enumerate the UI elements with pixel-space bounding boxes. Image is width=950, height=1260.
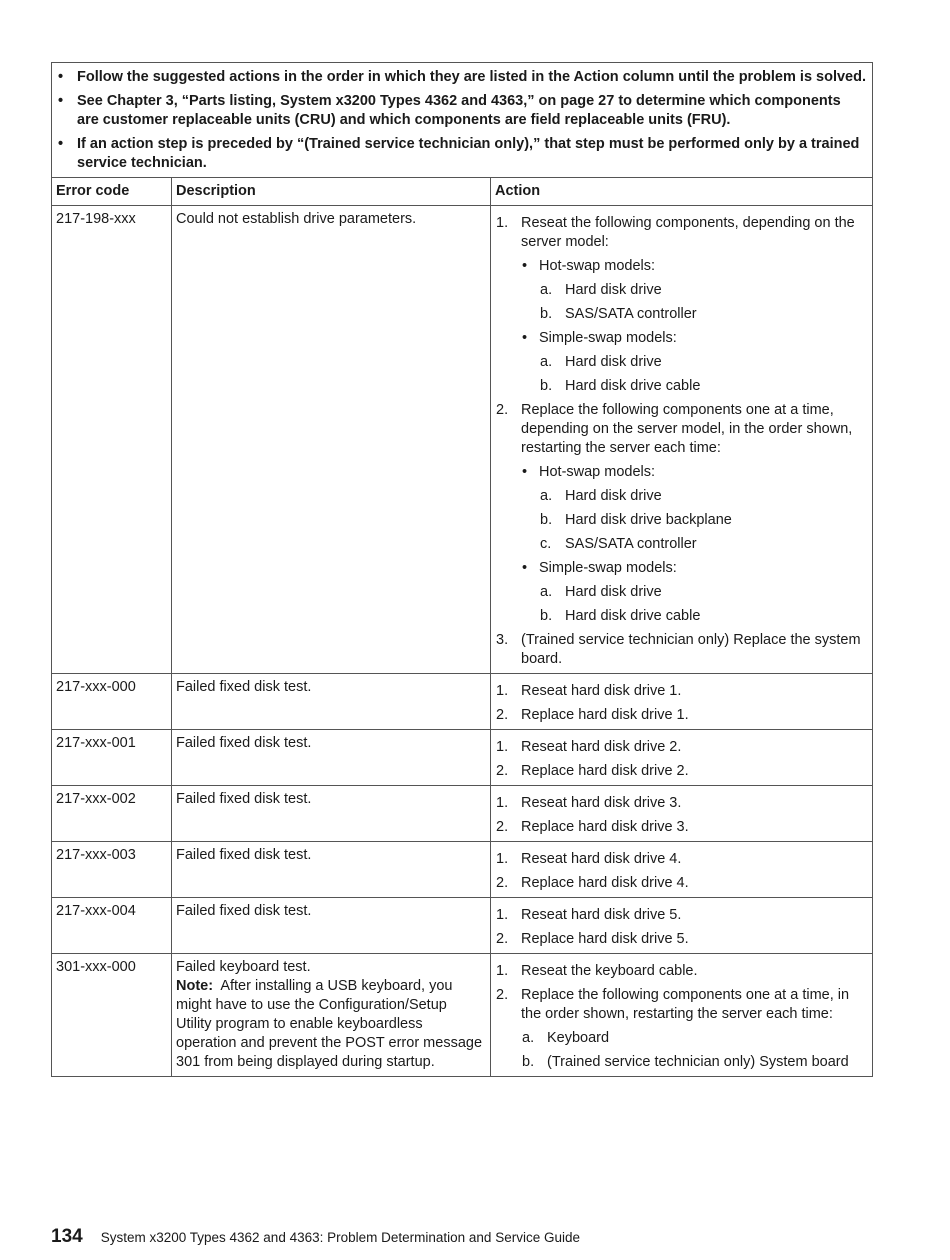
action-step xyxy=(495,962,864,981)
action-cell xyxy=(491,674,873,730)
step-text: Reseat hard disk drive 5. xyxy=(521,907,682,923)
step-number: 2. xyxy=(496,819,509,835)
description-text: Failed keyboard test. xyxy=(176,959,311,975)
description-note xyxy=(176,977,486,1072)
step-number: 1. xyxy=(496,215,509,231)
step-number: 1. xyxy=(496,683,509,699)
error-code-cell: 217-xxx-002 xyxy=(52,786,172,842)
error-code-cell: 217-xxx-000 xyxy=(52,674,172,730)
action-step xyxy=(495,706,864,725)
description-text: Failed fixed disk test. xyxy=(176,735,312,751)
bullet: • xyxy=(522,258,528,274)
step-text: Reseat the keyboard cable. xyxy=(521,963,698,979)
table-row xyxy=(52,674,873,730)
error-code-cell: 217-xxx-001 xyxy=(52,730,172,786)
sub-step-letter: a. xyxy=(540,354,553,370)
description-cell xyxy=(172,786,491,842)
step-text: Reseat hard disk drive 1. xyxy=(521,683,682,699)
model-group xyxy=(521,559,864,626)
sub-step xyxy=(521,1029,864,1048)
sub-step-text: Hard disk drive backplane xyxy=(565,512,732,528)
step-number: 2. xyxy=(496,707,509,723)
model-group-label: Simple-swap models: xyxy=(539,560,677,576)
sub-step-letter: b. xyxy=(540,378,553,394)
action-step xyxy=(495,874,864,893)
description-cell xyxy=(172,954,491,1077)
sub-step-list xyxy=(539,353,864,396)
action-step xyxy=(495,682,864,701)
description-cell xyxy=(172,674,491,730)
note-label: Note: xyxy=(176,978,214,994)
sub-step-letter: a. xyxy=(540,584,553,600)
step-number: 2. xyxy=(496,763,509,779)
sub-step-list xyxy=(539,281,864,324)
description-cell xyxy=(172,898,491,954)
error-code-cell: 217-xxx-004 xyxy=(52,898,172,954)
step-text: Reseat hard disk drive 2. xyxy=(521,739,682,755)
action-cell xyxy=(491,730,873,786)
sub-step-letter: c. xyxy=(540,536,552,552)
model-group-list xyxy=(521,257,864,396)
action-cell xyxy=(491,842,873,898)
action-step xyxy=(495,986,864,1072)
step-text: Replace the following components one at a time, depending on the server model, in the order shown, restarting the server each time: xyxy=(521,402,853,456)
table-row xyxy=(52,730,873,786)
model-group-label: Simple-swap models: xyxy=(539,330,677,346)
step-text: Reseat hard disk drive 3. xyxy=(521,795,682,811)
step-text: (Trained service technician only) Replace the system board. xyxy=(521,632,861,667)
action-step-list xyxy=(495,962,864,1072)
action-cell xyxy=(491,898,873,954)
step-text: Reseat the following components, depending on the server model: xyxy=(521,215,855,250)
step-text: Replace hard disk drive 1. xyxy=(521,707,689,723)
step-text: Replace hard disk drive 5. xyxy=(521,931,689,947)
action-step xyxy=(495,818,864,837)
action-step xyxy=(495,930,864,949)
column-header-action: Action xyxy=(491,178,873,206)
description-cell xyxy=(172,730,491,786)
error-code-table xyxy=(51,62,873,1077)
table-row xyxy=(52,206,873,674)
note-text: After installing a USB keyboard, you might have to use the Configuration/Setup Utility program to enable keyboardless operation and prevent the POST error message 301 from being displayed during startup. xyxy=(176,978,483,1070)
sub-step xyxy=(539,583,864,602)
error-code-cell: 217-198-xxx xyxy=(52,206,172,674)
column-header-description: Description xyxy=(172,178,491,206)
sub-step-letter: b. xyxy=(540,306,553,322)
action-step xyxy=(495,762,864,781)
step-number: 1. xyxy=(496,963,509,979)
error-code-cell: 301-xxx-000 xyxy=(52,954,172,1077)
sub-step xyxy=(521,1053,864,1072)
sub-step-letter: b. xyxy=(540,512,553,528)
action-step-list xyxy=(495,682,864,725)
note-text: If an action step is preceded by “(Trained service technician only),” that step must be performed only by a trained service technician. xyxy=(77,136,860,171)
description-cell xyxy=(172,206,491,674)
sub-step xyxy=(539,535,864,554)
action-step-list xyxy=(495,738,864,781)
step-number: 2. xyxy=(496,402,509,418)
sub-step-text: Keyboard xyxy=(547,1030,610,1046)
sub-step-text: Hard disk drive xyxy=(565,354,662,370)
notes-row xyxy=(52,63,873,178)
description-cell xyxy=(172,842,491,898)
action-step xyxy=(495,906,864,925)
sub-step-letter: b. xyxy=(522,1054,535,1070)
sub-step xyxy=(539,353,864,372)
step-number: 1. xyxy=(496,907,509,923)
step-number: 3. xyxy=(496,632,509,648)
table-row xyxy=(52,786,873,842)
step-text: Replace hard disk drive 4. xyxy=(521,875,689,891)
sub-step-list xyxy=(521,1029,864,1072)
action-step xyxy=(495,214,864,396)
action-step xyxy=(495,631,864,669)
action-step-list xyxy=(495,850,864,893)
action-step xyxy=(495,401,864,626)
sub-step-list xyxy=(539,583,864,626)
sub-step-text: (Trained service technician only) System board xyxy=(547,1054,849,1070)
sub-step-list xyxy=(539,487,864,554)
note-item xyxy=(56,68,866,87)
table-body xyxy=(52,206,873,1077)
description-text: Failed fixed disk test. xyxy=(176,903,312,919)
action-step-list xyxy=(495,794,864,837)
bullet: • xyxy=(522,560,528,576)
error-code-cell: 217-xxx-003 xyxy=(52,842,172,898)
bullet: • xyxy=(522,464,528,480)
page-footer xyxy=(51,1226,580,1248)
sub-step xyxy=(539,305,864,324)
sub-step-text: Hard disk drive xyxy=(565,584,662,600)
sub-step-letter: b. xyxy=(540,608,553,624)
table-row xyxy=(52,842,873,898)
action-step xyxy=(495,738,864,757)
table-row xyxy=(52,898,873,954)
sub-step-letter: a. xyxy=(522,1030,535,1046)
header-row xyxy=(52,178,873,206)
notes-cell xyxy=(52,63,873,178)
sub-step xyxy=(539,281,864,300)
column-header-error-code: Error code xyxy=(52,178,172,206)
note-item xyxy=(56,92,866,130)
sub-step-text: Hard disk drive cable xyxy=(565,378,701,394)
model-group-label: Hot-swap models: xyxy=(539,464,656,480)
step-number: 1. xyxy=(496,739,509,755)
model-group-label: Hot-swap models: xyxy=(539,258,656,274)
step-number: 1. xyxy=(496,795,509,811)
step-number: 1. xyxy=(496,851,509,867)
sub-step-text: SAS/SATA controller xyxy=(565,306,697,322)
footer-title: System x3200 Types 4362 and 4363: Problem Determination and Service Guide xyxy=(100,1230,580,1245)
action-step-list xyxy=(495,906,864,949)
sub-step-text: Hard disk drive cable xyxy=(565,608,701,624)
bullet: • xyxy=(58,136,64,152)
sub-step-letter: a. xyxy=(540,488,553,504)
action-cell xyxy=(491,206,873,674)
note-text: Follow the suggested actions in the order in which they are listed in the Action column until the problem is solved. xyxy=(77,69,867,85)
sub-step-text: Hard disk drive xyxy=(565,282,662,298)
description-text: Failed fixed disk test. xyxy=(176,679,312,695)
step-text: Replace hard disk drive 3. xyxy=(521,819,689,835)
sub-step xyxy=(539,607,864,626)
action-step xyxy=(495,850,864,869)
bullet: • xyxy=(58,69,64,85)
model-group xyxy=(521,463,864,554)
description-text: Could not establish drive parameters. xyxy=(176,211,417,227)
model-group xyxy=(521,329,864,396)
step-number: 2. xyxy=(496,931,509,947)
sub-step xyxy=(539,487,864,506)
bullet: • xyxy=(58,93,64,109)
sub-step-text: SAS/SATA controller xyxy=(565,536,697,552)
table-row xyxy=(52,954,873,1077)
action-step xyxy=(495,794,864,813)
model-group-list xyxy=(521,463,864,626)
step-text: Replace hard disk drive 2. xyxy=(521,763,689,779)
note-item xyxy=(56,135,866,173)
sub-step xyxy=(539,377,864,396)
action-cell xyxy=(491,786,873,842)
sub-step xyxy=(539,511,864,530)
sub-step-letter: a. xyxy=(540,282,553,298)
description-text: Failed fixed disk test. xyxy=(176,791,312,807)
action-cell xyxy=(491,954,873,1077)
description-text: Failed fixed disk test. xyxy=(176,847,312,863)
model-group xyxy=(521,257,864,324)
page-number: 134 xyxy=(51,1226,83,1247)
sub-step-text: Hard disk drive xyxy=(565,488,662,504)
step-text: Replace the following components one at a time, in the order shown, restarting the server each time: xyxy=(521,987,850,1022)
step-number: 2. xyxy=(496,875,509,891)
step-text: Reseat hard disk drive 4. xyxy=(521,851,682,867)
step-number: 2. xyxy=(496,987,509,1003)
action-step-list xyxy=(495,214,864,669)
bullet: • xyxy=(522,330,528,346)
note-text: See Chapter 3, “Parts listing, System x3200 Types 4362 and 4363,” on page 27 to determine which components are customer replaceable units (CRU) and which components are field replaceable units (FRU). xyxy=(77,93,841,128)
